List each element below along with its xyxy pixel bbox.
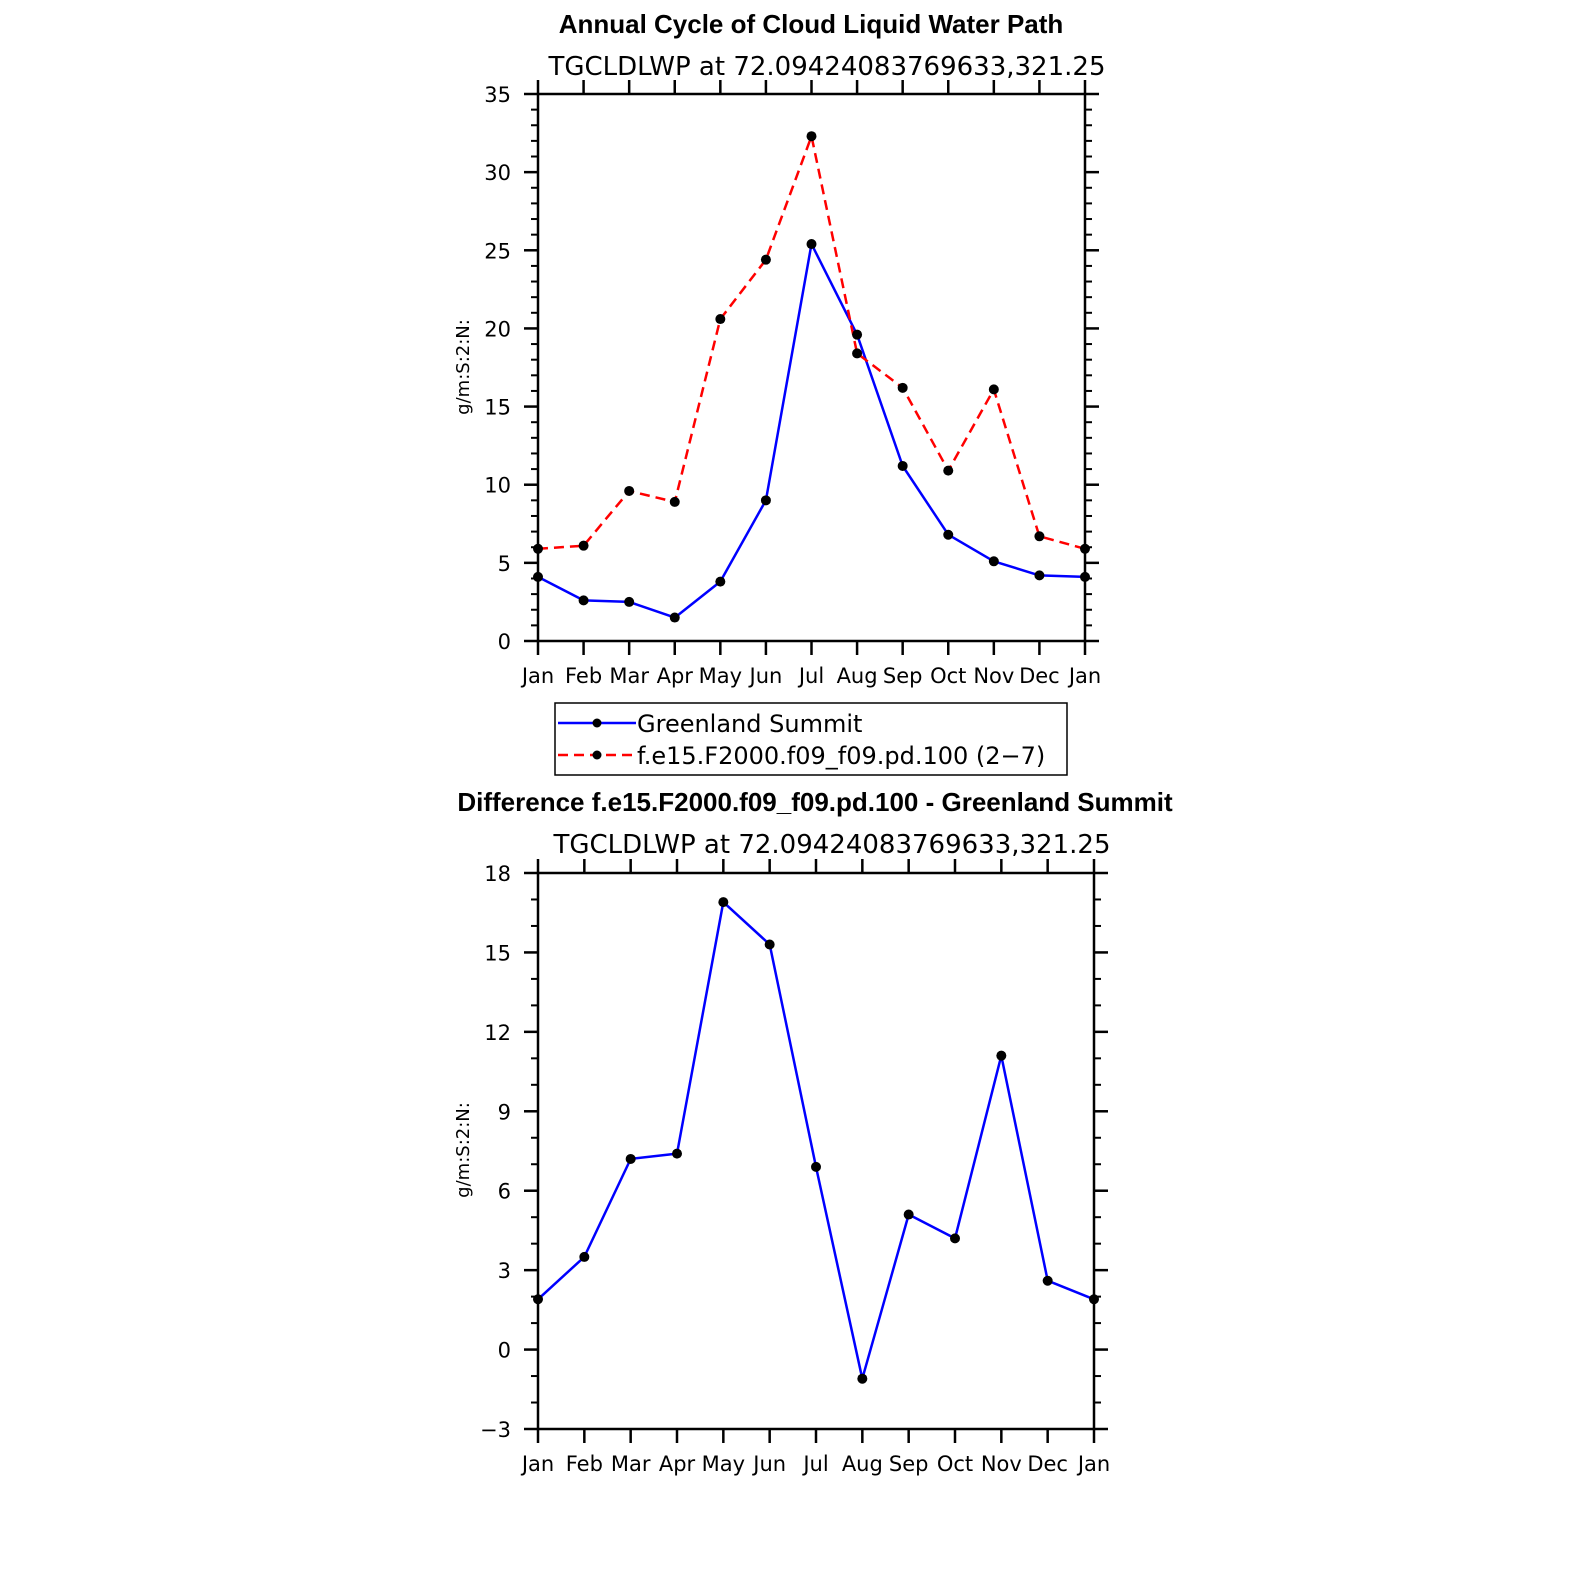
- difference-chart: [453, 787, 1173, 1476]
- data-point-series-0: [579, 1252, 589, 1262]
- y-tick-label: 35: [484, 83, 511, 107]
- data-point-series-0: [765, 939, 775, 949]
- y-tick-label: 0: [497, 630, 511, 654]
- x-tick-label: May: [701, 1452, 746, 1476]
- x-tick-label: Jun: [753, 1452, 787, 1476]
- x-tick-label: Aug: [836, 664, 878, 688]
- x-tick-label: Jun: [749, 664, 783, 688]
- data-point-series-1: [715, 314, 725, 324]
- x-tick-label: Mar: [609, 664, 649, 688]
- data-point-series-1: [670, 497, 680, 507]
- legend: [555, 703, 1067, 775]
- y-tick-label: −3: [480, 1418, 511, 1442]
- y-tick-label: 15: [484, 941, 511, 966]
- data-point-series-0: [533, 1294, 543, 1304]
- chart-title: Annual Cycle of Cloud Liquid Water Path: [558, 9, 1064, 39]
- data-point-series-0: [579, 595, 589, 605]
- data-point-series-0: [811, 1162, 821, 1172]
- data-point-series-1: [579, 541, 589, 551]
- y-tick-labels: [480, 862, 511, 1442]
- y-tick-label: 18: [484, 862, 511, 886]
- y-tick-label: 15: [484, 395, 511, 420]
- x-tick-label: May: [698, 664, 743, 688]
- y-axis-label: g/m:S:2:N:: [453, 1102, 474, 1198]
- x-tick-label: Jan: [1068, 664, 1102, 688]
- plot-frame: [538, 873, 1094, 1429]
- legend-marker-greenland-summit: [593, 719, 602, 728]
- data-point-series-1: [989, 384, 999, 394]
- data-point-series-0: [761, 495, 771, 505]
- y-axis-label: g/m:S:2:N:: [453, 319, 474, 415]
- x-tick-label: Jul: [798, 664, 825, 688]
- data-point-series-0: [624, 597, 634, 607]
- data-point-series-0: [904, 1210, 914, 1220]
- legend-label-model: f.e15.F2000.f09_f09.pd.100 (2−7): [637, 742, 1046, 770]
- data-point-series-0: [715, 577, 725, 587]
- x-tick-label: Feb: [565, 1452, 603, 1476]
- y-tick-label: 12: [484, 1020, 511, 1045]
- data-point-series-0: [1043, 1276, 1053, 1286]
- data-point-series-0: [1034, 570, 1044, 580]
- chart-title: Difference f.e15.F2000.f09_f09.pd.100 - Greenland Summit: [457, 787, 1173, 817]
- x-tick-label: Jan: [521, 1452, 555, 1476]
- data-point-series-0: [1080, 572, 1090, 582]
- data-point-series-0: [626, 1154, 636, 1164]
- y-tick-labels: [484, 83, 511, 654]
- y-tick-label: 10: [484, 473, 511, 498]
- data-point-series-1: [852, 348, 862, 358]
- x-tick-labels: [520, 1452, 1110, 1476]
- x-tick-label: Dec: [1027, 1452, 1068, 1476]
- series-line-0: [538, 244, 1085, 618]
- tick-marks: [524, 80, 1099, 655]
- data-point-series-0: [943, 530, 953, 540]
- x-tick-label: Dec: [1019, 664, 1060, 688]
- x-tick-label: Apr: [656, 664, 693, 688]
- annual-cycle-chart: [453, 9, 1106, 775]
- y-tick-label: 30: [484, 161, 511, 186]
- x-tick-label: Aug: [841, 1452, 883, 1476]
- y-tick-label: 3: [497, 1259, 511, 1284]
- data-point-series-1: [624, 486, 634, 496]
- x-tick-label: Jan: [1077, 1452, 1111, 1476]
- data-point-series-0: [852, 330, 862, 340]
- x-tick-label: Mar: [610, 1452, 651, 1476]
- data-point-series-0: [898, 461, 908, 471]
- data-point-series-1: [1080, 544, 1090, 554]
- data-point-series-0: [718, 897, 728, 907]
- series-line-0: [538, 902, 1094, 1379]
- data-series: [533, 131, 1090, 622]
- data-point-series-0: [807, 239, 817, 249]
- data-point-series-0: [857, 1374, 867, 1384]
- x-tick-labels: [520, 664, 1101, 688]
- y-tick-label: 5: [497, 551, 511, 576]
- data-point-series-0: [950, 1233, 960, 1243]
- x-tick-label: Jul: [803, 1452, 829, 1476]
- x-tick-label: Sep: [882, 664, 923, 688]
- data-series: [533, 897, 1099, 1384]
- data-point-series-0: [533, 572, 543, 582]
- x-tick-label: Nov: [980, 1452, 1022, 1476]
- x-tick-label: Oct: [930, 664, 967, 688]
- x-tick-label: Jan: [521, 664, 555, 688]
- x-tick-label: Sep: [888, 1452, 929, 1476]
- legend-label-greenland-summit: Greenland Summit: [637, 710, 863, 738]
- x-tick-label: Oct: [936, 1452, 974, 1476]
- data-point-series-0: [989, 556, 999, 566]
- data-point-series-0: [672, 1149, 682, 1159]
- data-point-series-1: [533, 544, 543, 554]
- y-tick-label: 6: [497, 1179, 511, 1204]
- y-tick-label: 20: [484, 317, 511, 342]
- data-point-series-1: [943, 466, 953, 476]
- y-tick-label: 25: [484, 239, 511, 264]
- data-point-series-0: [670, 613, 680, 623]
- y-tick-label: 9: [497, 1100, 511, 1125]
- x-tick-label: Nov: [973, 664, 1015, 688]
- data-point-series-1: [898, 383, 908, 393]
- chart-subtitle: TGCLDLWP at 72.09424083769633,321.25: [548, 52, 1106, 82]
- legend-marker-model: [593, 751, 602, 760]
- data-point-series-0: [1089, 1294, 1099, 1304]
- data-point-series-0: [996, 1051, 1006, 1061]
- data-point-series-1: [761, 255, 771, 265]
- chart-subtitle: TGCLDLWP at 72.09424083769633,321.25: [553, 830, 1111, 860]
- y-tick-label: 0: [497, 1338, 511, 1363]
- series-line-1: [538, 136, 1085, 549]
- data-point-series-1: [807, 131, 817, 141]
- x-tick-label: Apr: [658, 1452, 696, 1476]
- plot-frame: [538, 94, 1085, 641]
- data-point-series-1: [1034, 531, 1044, 541]
- x-tick-label: Feb: [564, 664, 603, 688]
